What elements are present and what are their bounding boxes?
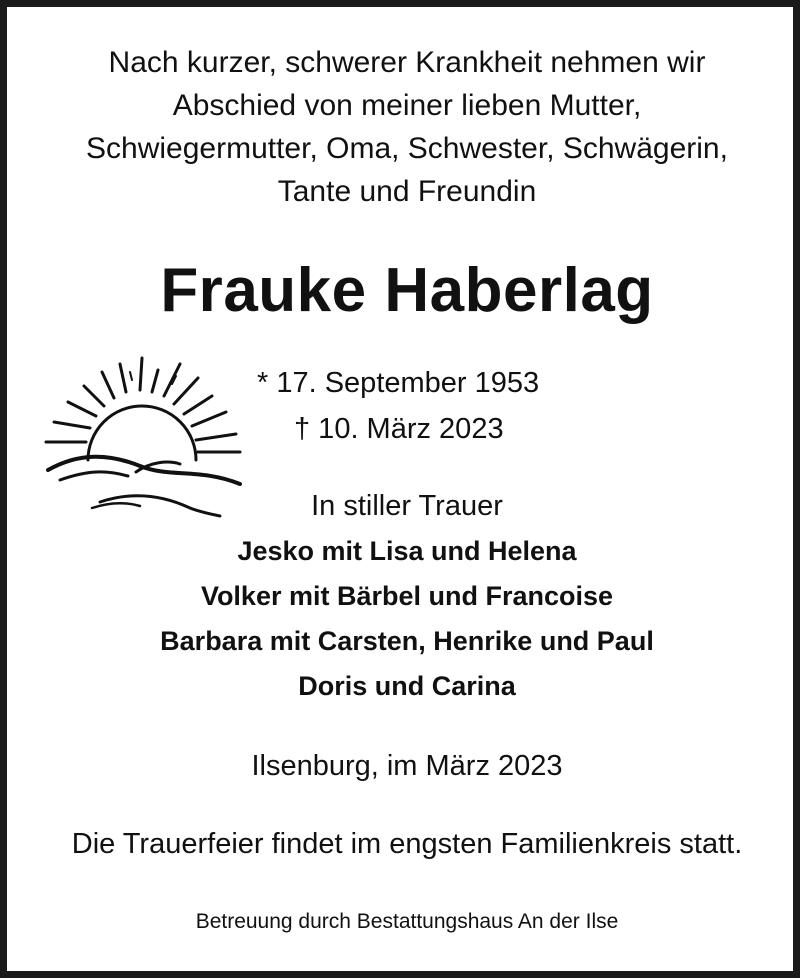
place-date: Ilsenburg, im März 2023 <box>251 750 563 782</box>
intro-line-4: Tante und Freundin <box>277 175 537 208</box>
mourners-list <box>7 529 800 709</box>
undertaker-credit: Betreuung durch Bestattungshaus An der Ilse <box>195 910 619 933</box>
intro-line-2: Abschied von meiner lieben Mutter, <box>172 89 642 122</box>
mourner-line-2: Volker mit Bärbel und Francoise <box>200 581 614 611</box>
intro-line-1: Nach kurzer, schwerer Krankheit nehmen wir <box>108 46 706 79</box>
mourner-line-4: Doris und Carina <box>298 671 516 701</box>
birth-date: * 17. September 1953 <box>257 367 540 399</box>
intro-text <box>7 41 800 213</box>
mourner-line-1: Jesko mit Lisa und Helena <box>237 536 577 566</box>
deceased-name: Frauke Haberlag <box>160 256 654 325</box>
mourner-line-3: Barbara mit Carsten, Henrike und Paul <box>160 626 654 656</box>
ceremony-note: Die Trauerfeier findet im engsten Familienkreis statt. <box>71 828 743 860</box>
life-dates <box>257 360 557 452</box>
mourning-phrase: In stiller Trauer <box>311 490 503 522</box>
death-date: † 10. März 2023 <box>294 413 504 445</box>
intro-line-3: Schwiegermutter, Oma, Schwester, Schwägerin, <box>86 132 728 165</box>
